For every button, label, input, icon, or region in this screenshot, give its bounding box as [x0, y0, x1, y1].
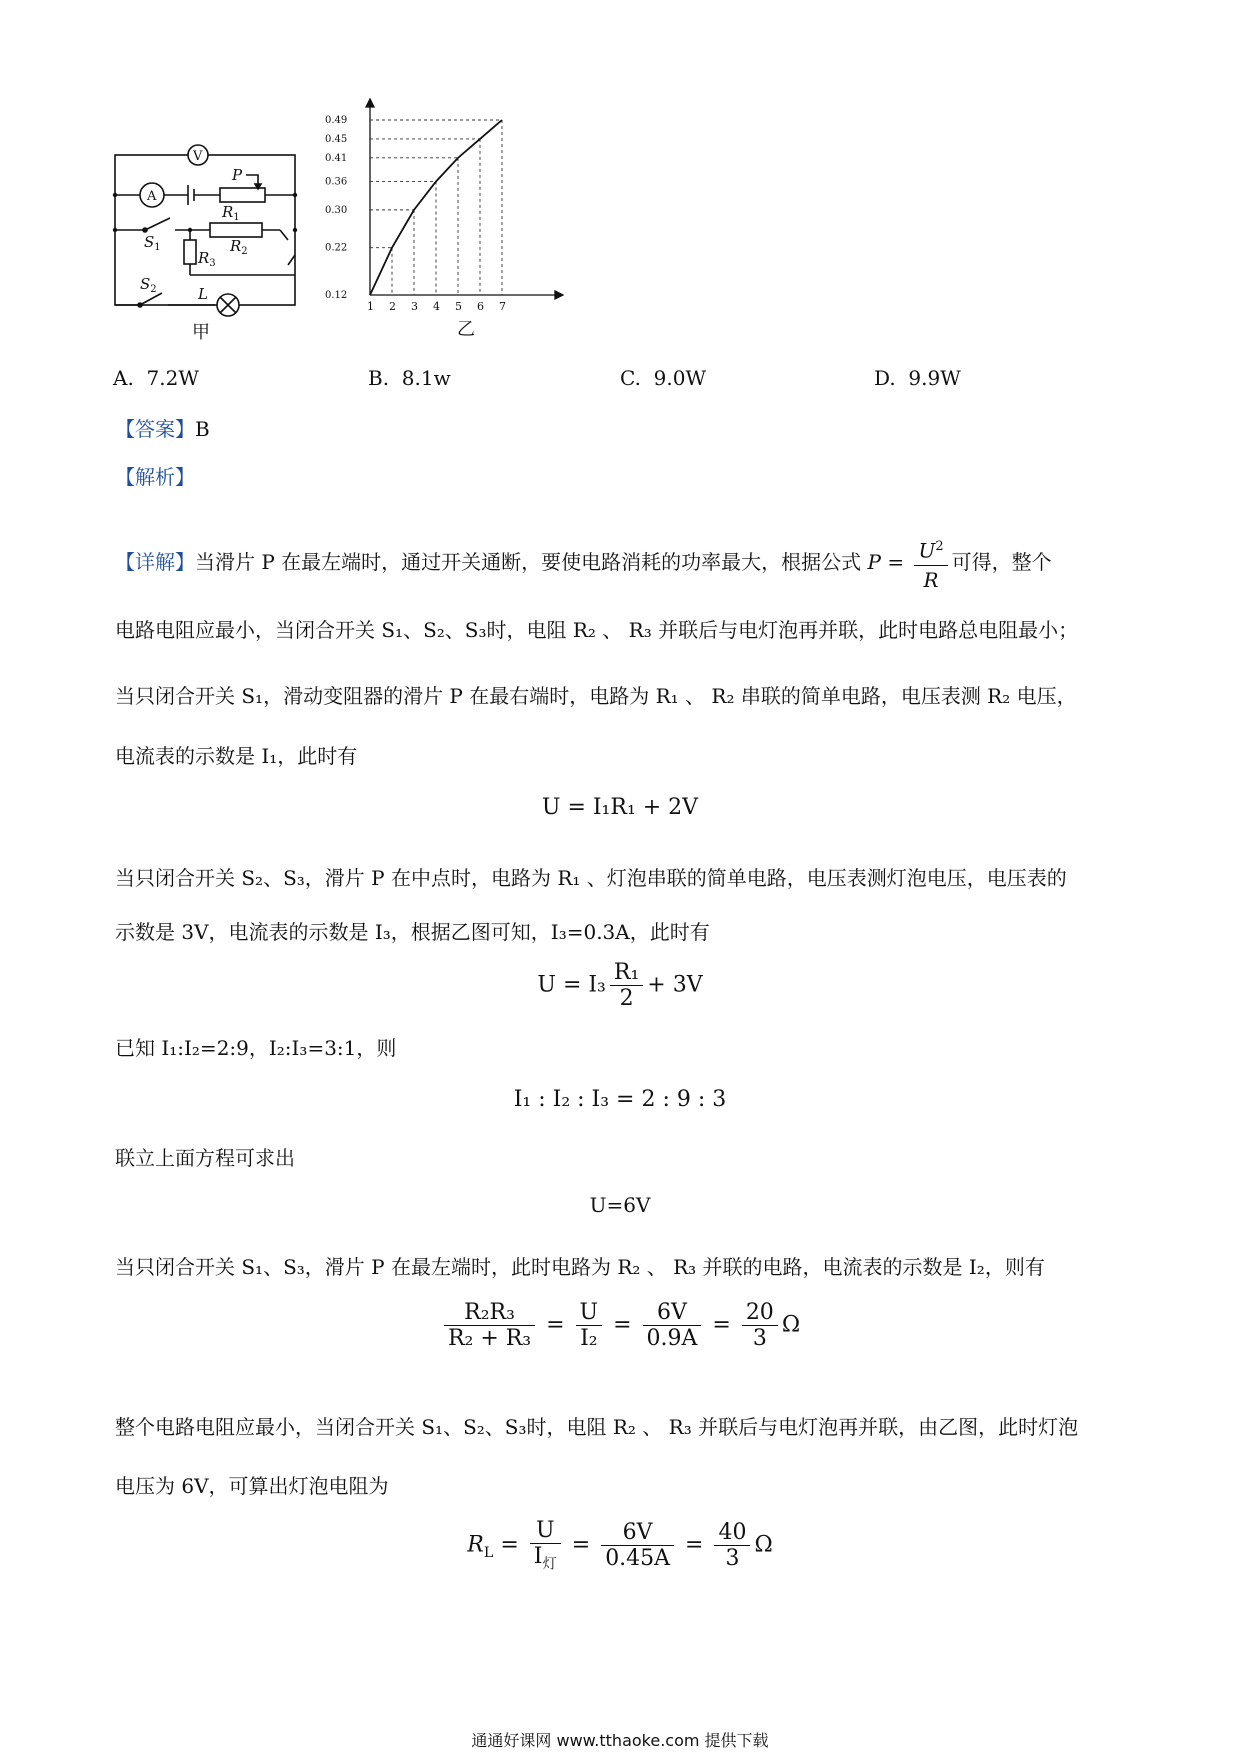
y-tick-label: 0.45	[325, 133, 348, 145]
y-tick-label: 0.12	[325, 290, 348, 301]
equation-1: U = I₁R₁ + 2V	[541, 795, 699, 820]
detail-line-1: 【详解】当滑片 P 在最左端时，通过开关通断，要使电路消耗的功率最大，根据公式 P = $\frac{U^2}{R}$ 可得，整个	[115, 533, 1052, 594]
option-d: D. 9.9W	[874, 366, 961, 390]
detail-line-9: 当只闭合开关 S₁、S₃，滑片 P 在最左端时，此时电路为 R₂ 、 R₃ 并联的电路，电流表的示数是 I₂，则有	[115, 1255, 1045, 1279]
r2-label: R	[230, 237, 242, 255]
x-tick-label: 5	[455, 300, 462, 313]
svg-text:R2: $R_2$	[230, 237, 248, 257]
iu-chart	[325, 95, 565, 345]
detail-line-6: 示数是 3V，电流表的示数是 I₃，根据乙图可知，I₃=0.3A，此时有	[115, 920, 710, 944]
x-tick-label: 2	[389, 300, 396, 313]
circuit-diagram	[110, 135, 310, 345]
answer-value: B	[195, 417, 210, 441]
detail-line-8: 联立上面方程可求出	[115, 1146, 295, 1170]
footer: 通通好课网 www.tthaoke.com 提供下载	[471, 1731, 769, 1750]
y-tick-label: 0.30	[325, 204, 348, 216]
detail-line-7: 已知 I₁:I₂=2:9，I₂:I₃=3:1，则	[115, 1036, 397, 1060]
svg-text:R1: $R_1$	[222, 203, 240, 223]
r1-label: R	[222, 203, 234, 221]
lamp-label: L	[198, 285, 208, 303]
svg-text:S2: $S_2$	[140, 275, 157, 295]
figure-jia-caption: 甲	[192, 322, 210, 343]
equation-3: I₁ : I₂ : I₃ = 2 : 9 : 3	[513, 1087, 727, 1112]
slider-p-label: P	[232, 166, 243, 184]
equation-2: U = I₃ $\frac{\text{R₁}}{2}$ + 3V	[537, 960, 703, 1011]
answer-tag: 【答案】	[115, 417, 195, 441]
y-tick-label: 0.36	[325, 176, 348, 188]
svg-text:R3: $R_3$	[198, 249, 216, 269]
x-tick-label: 1	[367, 300, 374, 313]
s2-label: S	[140, 275, 151, 293]
answer-line	[115, 415, 210, 443]
y-tick-label: 0.49	[325, 115, 348, 126]
x-tick-label: 4	[433, 300, 440, 313]
s1-label: S	[144, 233, 155, 251]
figure-yi-caption: 乙	[457, 319, 475, 340]
analysis-tag: 【解析】	[115, 465, 195, 489]
option-a: A. 7.2W	[113, 366, 199, 390]
equation-6: $R_L$ = $\frac{U}{I_灯}$ = $\frac{6V}{0.45A}$ = $\frac{40}{3}$ Ω	[467, 1518, 773, 1573]
voltmeter-label: V	[193, 149, 203, 164]
equation-5: $\frac{\text{R₂R₃}}{\text{R₂ + R₃}}$ = $\frac{U}{\text{I₂}}$ = $\frac{6V}{0.9A}$ = $\frac{20}{3}$ Ω	[0, 1300, 1240, 1351]
option-c: C. 9.0W	[620, 366, 707, 390]
x-tick-label: 3	[411, 300, 418, 313]
detail-line-3: 当只闭合开关 S₁，滑动变阻器的滑片 P 在最右端时，电路为 R₁ 、 R₂ 串联的简单电路，电压表测 R₂ 电压，	[115, 684, 1077, 708]
detail-line-10: 整个电路电阻应最小，当闭合开关 S₁、S₂、S₃时，电阻 R₂ 、 R₃ 并联后与电灯泡再并联，由乙图，此时灯泡	[115, 1415, 1079, 1439]
detail-line-4: 电流表的示数是 I₁，此时有	[115, 744, 358, 768]
equation-4: U=6V	[589, 1193, 651, 1217]
y-tick-label: 0.22	[325, 242, 348, 254]
r3-label: R	[198, 249, 210, 267]
option-b: B. 8.1w	[368, 366, 451, 390]
svg-text:S1: $S_1$	[144, 233, 161, 253]
y-tick-label: 0.41	[325, 152, 348, 164]
detail-line-11: 电压为 6V，可算出灯泡电阻为	[115, 1474, 389, 1498]
ammeter-label: A	[147, 189, 157, 204]
x-tick-label: 6	[477, 300, 484, 313]
x-tick-label: 7	[499, 300, 506, 313]
detail-line-2: 电路电阻应最小，当闭合开关 S₁、S₂、S₃时，电阻 R₂ 、 R₃ 并联后与电灯泡再并联，此时电路总电阻最小；	[115, 618, 1079, 642]
detail-line-5: 当只闭合开关 S₂、S₃，滑片 P 在中点时，电路为 R₁ 、灯泡串联的简单电路，电压表测灯泡电压，电压表的	[115, 866, 1067, 890]
